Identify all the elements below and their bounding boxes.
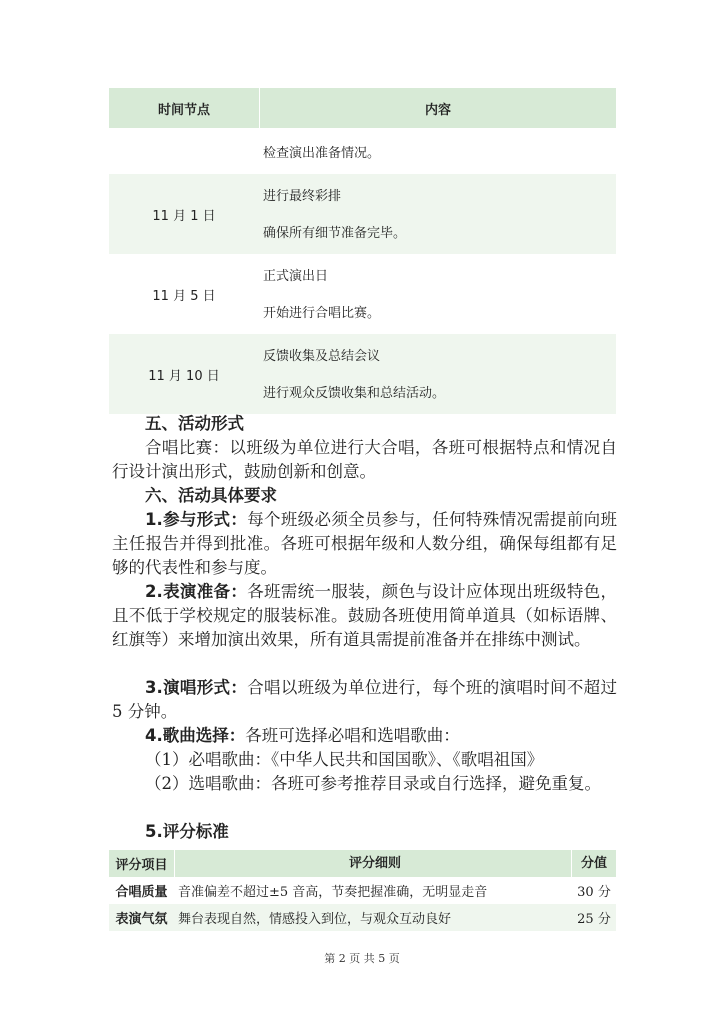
scoring-item-cell: 合唱质量	[115, 885, 168, 900]
schedule-item-detail: 进行观众反馈收集和总结活动。	[263, 386, 446, 401]
schedule-content-cell	[259, 334, 616, 414]
schedule-table	[109, 88, 616, 414]
page-footer: 第 2 页 共 5 页	[324, 952, 400, 965]
section-heading: 五、活动形式	[145, 414, 244, 433]
item-text: 各班可选择必唱和选唱歌曲：	[245, 726, 460, 745]
section-subheading: 5.评分标准	[145, 822, 229, 841]
schedule-item-title: 进行最终彩排	[263, 189, 342, 204]
schedule-header-content: 内容	[259, 88, 616, 128]
item-text: 合唱以班级为单位进行，每个班的演唱时间不超过 5 分钟。	[112, 678, 618, 721]
item-text: 各班需统一服装，颜色与设计应体现出班级特色，且不低于学校规定的服装标准。鼓励各班使用简单道具（如标语牌、红旗等）来增加演出效果，所有道具需提前准备并在排练中测试。	[112, 582, 618, 649]
schedule-item-title: 正式演出日	[263, 269, 329, 284]
schedule-time-cell: 11 月 10 日	[148, 368, 220, 384]
table-row	[109, 254, 616, 334]
schedule-item-detail: 开始进行合唱比赛。	[263, 306, 381, 321]
schedule-item-detail: 确保所有细节准备完毕。	[263, 226, 407, 241]
paragraph	[112, 580, 617, 652]
item-label: 1.参与形式：	[145, 510, 248, 529]
scoring-detail-cell: 音准偏差不超过±5 音高，节奏把握准确，无明显走音	[178, 885, 488, 900]
paragraph	[112, 724, 617, 748]
scoring-header-detail: 评分细则	[174, 850, 571, 877]
schedule-content-cell	[259, 254, 616, 334]
schedule-content-cell	[259, 174, 616, 254]
item-label: 3.演唱形式：	[145, 678, 248, 697]
paragraph	[112, 508, 617, 580]
scoring-header-item: 评分项目	[115, 858, 168, 873]
scoring-table	[109, 850, 616, 931]
table-row	[109, 128, 616, 174]
scoring-header-row	[109, 850, 616, 877]
schedule-time-cell: 11 月 5 日	[152, 288, 216, 304]
scoring-item-cell: 表演气氛	[115, 912, 168, 927]
item-label: 4.歌曲选择：	[145, 726, 246, 745]
paragraph: （1）必唱歌曲：《中华人民共和国国歌》、《歌唱祖国》	[145, 750, 544, 769]
paragraph: （2）选唱歌曲：各班可参考推荐目录或自行选择，避免重复。	[145, 774, 601, 793]
schedule-item-title: 反馈收集及总结会议	[263, 349, 381, 364]
table-row	[109, 334, 616, 414]
section-heading: 六、活动具体要求	[145, 486, 277, 505]
scoring-header-score: 分值	[571, 850, 616, 877]
item-label: 2.表演准备：	[145, 582, 248, 601]
schedule-header-time: 时间节点	[157, 102, 210, 118]
table-row	[109, 174, 616, 254]
scoring-detail-cell: 舞台表现自然，情感投入到位，与观众互动良好	[178, 912, 452, 927]
item-text: 每个班级必须全员参与，任何特殊情况需提前向班主任报告并得到批准。各班可根据年级和人数分组，确保每组都有足够的代表性和参与度。	[112, 510, 618, 577]
schedule-header-row	[109, 88, 616, 128]
scoring-score-cell: 30 分	[577, 885, 611, 900]
schedule-content-cell: 检查演出准备情况。	[263, 145, 381, 161]
paragraph	[112, 676, 617, 724]
table-row	[109, 904, 616, 931]
paragraph: 合唱比赛：以班级为单位进行大合唱，各班可根据特点和情况自行设计演出形式，鼓励创新和创意。	[112, 438, 617, 481]
schedule-time-cell: 11 月 1 日	[152, 208, 216, 224]
scoring-score-cell: 25 分	[577, 912, 611, 927]
schedule-time-cell	[109, 128, 259, 174]
table-row	[109, 877, 616, 904]
